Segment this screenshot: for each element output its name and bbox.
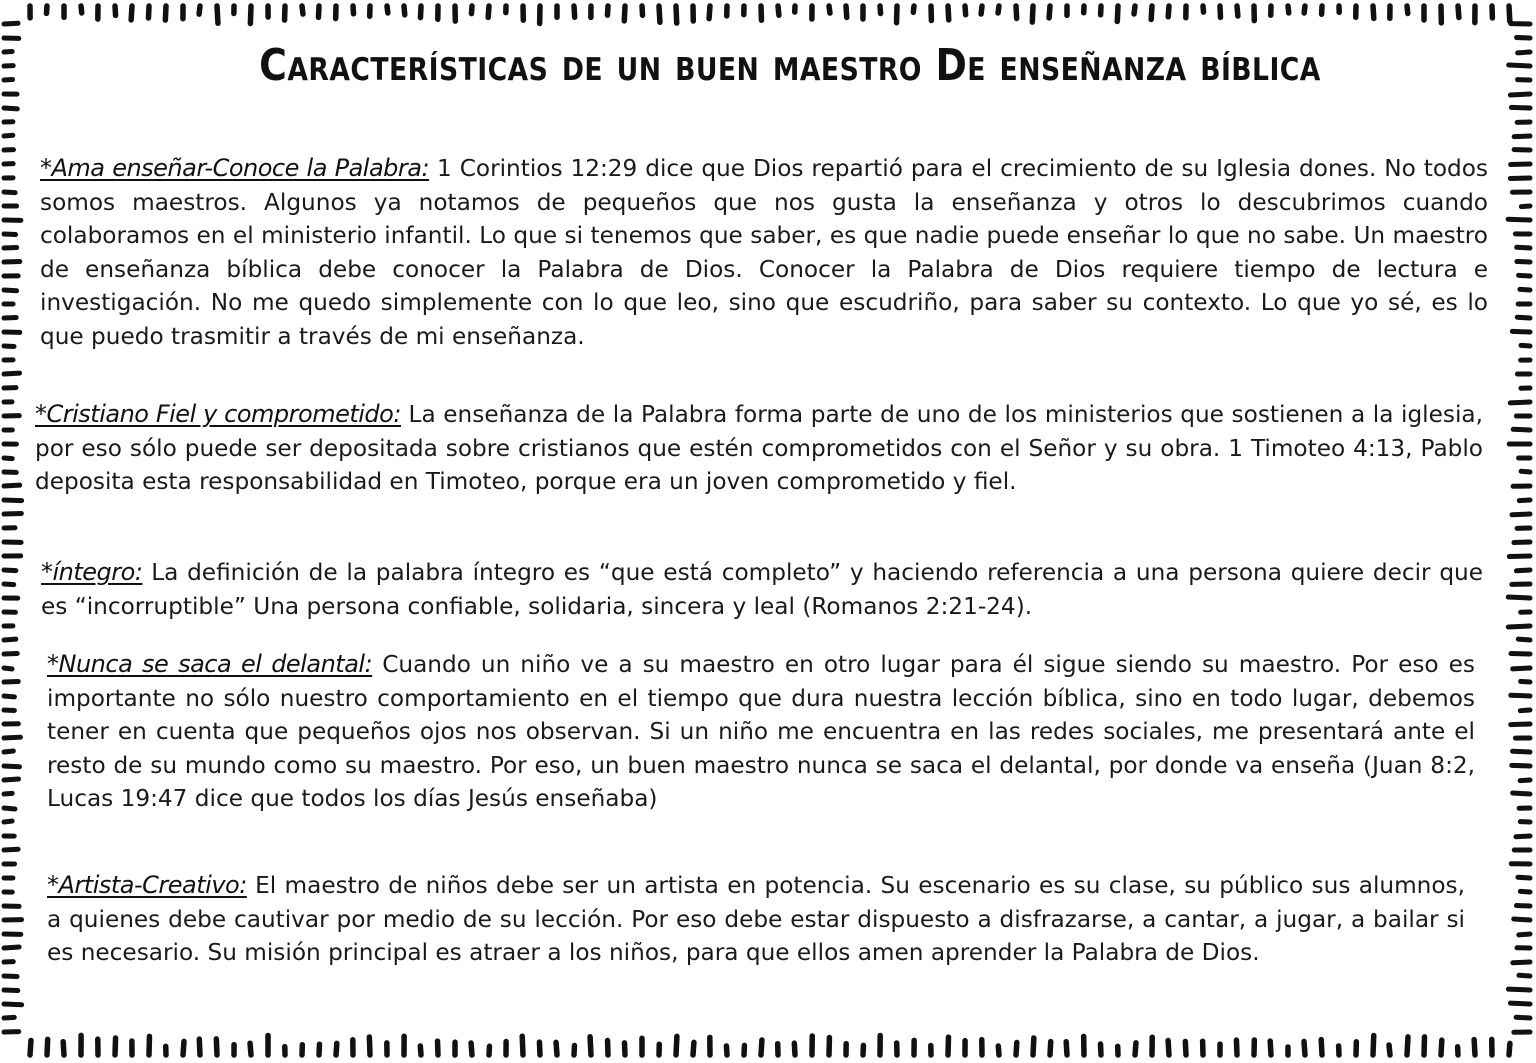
section-nunca-delantal xyxy=(47,648,1475,816)
section-heading: *Nunca se saca el delantal: xyxy=(47,650,373,678)
border-dash xyxy=(1458,6,1459,18)
border-dash xyxy=(1407,1037,1408,1055)
section-body: La enseñanza de la Palabra forma parte de uno de los ministerios que sostienen a la iglesia, por eso sólo puede ser depositada sobre cristianos que estén comprometidos con el Señor y su obra. 1 Timoteo 4:13, Pablo deposita esta responsabilidad en Timoteo, porque era un joven comprometido y fiel. xyxy=(35,401,1483,495)
border-dash xyxy=(336,1043,337,1055)
border-dash xyxy=(4,990,18,991)
border-dash xyxy=(4,458,12,459)
border-dash xyxy=(4,947,19,948)
border-dash xyxy=(880,6,881,14)
border-dash xyxy=(1517,247,1530,248)
section-paragraph xyxy=(47,648,1475,816)
border-dash xyxy=(420,1046,421,1055)
border-dash xyxy=(4,766,19,767)
border-dash xyxy=(1151,6,1152,19)
border-dash xyxy=(4,485,20,486)
section-heading: *Cristiano Fiel y comprometido: xyxy=(35,400,401,428)
border-dash xyxy=(4,135,13,136)
border-dash xyxy=(4,668,12,669)
border-dash xyxy=(1519,975,1530,976)
border-dash xyxy=(250,6,251,23)
section-ama-ensenar xyxy=(40,152,1488,353)
border-dash xyxy=(1510,1003,1530,1004)
border-dash xyxy=(1513,793,1530,794)
border-dash xyxy=(4,821,12,822)
border-dash xyxy=(1066,1042,1067,1055)
border-dash xyxy=(4,681,18,682)
border-dash xyxy=(1304,6,1305,13)
border-dash xyxy=(302,6,303,14)
border-dash xyxy=(4,976,17,977)
border-dash xyxy=(1237,6,1238,16)
border-dash xyxy=(998,1046,999,1055)
border-dash xyxy=(1511,107,1530,108)
border-dash xyxy=(1518,877,1530,878)
border-dash xyxy=(1032,6,1033,22)
border-dash xyxy=(624,1043,625,1055)
border-dash xyxy=(4,1004,22,1005)
border-dash xyxy=(387,6,388,13)
border-dash xyxy=(471,6,472,14)
border-dash xyxy=(4,653,17,654)
border-dash xyxy=(4,317,16,318)
border-dash xyxy=(199,6,200,14)
border-dash xyxy=(4,290,17,291)
border-dash xyxy=(353,6,354,14)
border-dash xyxy=(1520,780,1530,781)
border-dash xyxy=(1513,962,1530,963)
border-dash xyxy=(4,849,18,850)
border-dash xyxy=(1516,570,1530,571)
border-dash xyxy=(1508,989,1530,990)
border-dash xyxy=(1517,317,1530,318)
border-dash xyxy=(693,1042,694,1055)
border-dash xyxy=(846,6,847,17)
border-dash xyxy=(4,500,22,501)
border-dash xyxy=(1168,6,1169,17)
border-dash xyxy=(1117,6,1118,21)
section-paragraph xyxy=(41,556,1483,623)
border-dash xyxy=(1509,65,1530,66)
border-dash xyxy=(4,779,19,780)
border-dash xyxy=(1511,724,1530,725)
border-dash xyxy=(709,6,710,19)
border-dash xyxy=(913,6,914,12)
border-dash xyxy=(404,6,405,15)
border-dash xyxy=(1016,6,1017,18)
border-dash xyxy=(1050,1042,1051,1055)
border-dash xyxy=(1508,626,1530,627)
section-body: Cuando un niño ve a su maestro en otro lugar para él sigue siendo su maestro. Por eso es importante no sólo nuestro comportamiento en el tiempo que dura nuestra lección bíblica, sino en todo lugar, debemos tener en cuenta que pequeños ojos nos observan. Si un niño me encuentra en las redes sociales, me presentará ante el resto de su mundo como su maestro. Por eso, un buen maestro nunca se saca el delantal, por donde va enseña (Juan 8:2, Lucas 19:47 dice que todos los días Jesús enseñaba) xyxy=(47,651,1475,812)
border-dash xyxy=(488,6,489,17)
border-dash xyxy=(1168,1041,1169,1055)
border-dash xyxy=(574,6,575,17)
border-dash xyxy=(1407,6,1408,13)
border-dash xyxy=(1521,681,1530,682)
border-dash xyxy=(1520,710,1530,711)
border-dash xyxy=(1510,402,1530,403)
border-dash xyxy=(4,737,20,738)
border-dash xyxy=(1519,934,1530,935)
border-dash xyxy=(1518,639,1530,640)
border-dash xyxy=(1513,751,1530,752)
border-dash xyxy=(4,808,15,809)
border-dash xyxy=(1424,1037,1425,1055)
border-dash xyxy=(998,6,999,13)
border-dash xyxy=(1512,765,1530,766)
border-dash xyxy=(4,696,14,697)
section-paragraph xyxy=(40,152,1488,353)
border-dash xyxy=(1373,6,1374,18)
page-title: Características de un buen maestro De enseñanza bíblica xyxy=(259,40,1321,91)
border-dash xyxy=(1514,136,1530,137)
border-dash xyxy=(1516,836,1530,837)
border-dash xyxy=(30,1040,31,1055)
border-dash xyxy=(115,1038,116,1055)
border-dash xyxy=(4,108,17,109)
border-dash xyxy=(676,1036,677,1055)
border-dash xyxy=(676,6,677,23)
border-dash xyxy=(217,6,218,23)
border-dash xyxy=(199,1039,200,1055)
border-dash xyxy=(165,6,166,20)
border-dash xyxy=(81,6,82,13)
border-dash xyxy=(607,6,608,15)
border-dash xyxy=(1049,6,1050,18)
border-dash xyxy=(522,1036,523,1055)
section-artista-creativo xyxy=(47,869,1465,970)
border-dash xyxy=(1512,331,1530,332)
border-dash xyxy=(539,1042,540,1055)
border-dash xyxy=(4,751,13,752)
border-dash xyxy=(1509,6,1510,21)
border-dash xyxy=(1510,94,1530,95)
border-dash xyxy=(4,639,16,640)
section-heading: *Artista-Creativo: xyxy=(47,871,247,899)
section-integro xyxy=(41,556,1483,623)
border-dash xyxy=(1517,37,1530,38)
border-dash xyxy=(829,6,830,13)
border-dash xyxy=(115,6,116,15)
border-dash xyxy=(4,570,16,571)
border-dash xyxy=(148,6,149,18)
border-dash xyxy=(4,513,21,514)
border-dash xyxy=(1236,1040,1237,1055)
section-paragraph xyxy=(47,869,1465,970)
border-dash xyxy=(1373,1035,1374,1055)
border-dash xyxy=(659,6,660,22)
border-dash xyxy=(624,6,625,21)
border-dash xyxy=(556,1042,557,1055)
border-dash xyxy=(4,23,18,24)
border-dash xyxy=(131,6,132,20)
border-dash xyxy=(1100,1044,1101,1055)
border-dash xyxy=(590,1037,591,1055)
border-dash xyxy=(642,6,643,15)
border-dash xyxy=(1203,6,1204,12)
border-dash xyxy=(1509,1043,1510,1055)
section-body: La definición de la palabra íntegro es “que está completo” y haciendo referencia a una persona quiere decir que es “incorruptible” Una persona confiable, solidaria, sincera y leal (Romanos 2:21-24). xyxy=(41,559,1484,620)
border-dash xyxy=(4,1017,14,1018)
section-body: 1 Corintios 12:29 dice que Dios repartió para el crecimiento de su Iglesia dones. No todos somos maestros. Algunos ya notamos de pequeños que nos gusta la enseñanza y otros lo descubrimos cuando colaboramos en el ministerio infantil. Lo que si tenemos que saber, es que nadie puede enseñar lo que no sabe. Un maestro de enseñanza bíblica debe conocer la Palabra de Dios. Conocer la Palabra de Dios requiere tiempo de lectura e investigación. No me quedo simplemente con lo que leo, sino que escudriño, para saber su contexto. Lo que yo sé, es lo que puedo trasmitir a través de mi enseñanza. xyxy=(40,155,1489,350)
border-dash xyxy=(1511,164,1530,165)
border-dash xyxy=(1513,429,1530,430)
border-dash xyxy=(1521,206,1530,207)
border-dash xyxy=(948,6,949,20)
border-dash xyxy=(1516,1017,1530,1018)
border-dash xyxy=(1520,289,1530,290)
border-dash xyxy=(1521,345,1530,346)
border-dash xyxy=(981,6,982,14)
border-dash xyxy=(250,1043,251,1055)
border-dash xyxy=(1033,1038,1034,1055)
border-dash xyxy=(63,1042,64,1055)
border-dash xyxy=(369,1037,370,1055)
border-dash xyxy=(4,793,12,794)
border-dash xyxy=(4,51,12,52)
border-dash xyxy=(420,6,421,18)
border-dash xyxy=(1389,1045,1390,1055)
border-dash xyxy=(761,1040,762,1055)
border-dash xyxy=(1514,919,1530,920)
border-dash xyxy=(1321,1040,1322,1055)
border-dash xyxy=(318,6,319,17)
border-dash xyxy=(1512,514,1530,515)
border-dash xyxy=(471,1043,472,1055)
border-dash xyxy=(216,1039,217,1055)
border-dash xyxy=(1508,219,1530,220)
border-dash xyxy=(1513,668,1530,669)
border-dash xyxy=(4,373,20,374)
border-dash xyxy=(1474,1040,1475,1055)
border-dash xyxy=(1185,1041,1186,1055)
border-dash xyxy=(1016,1042,1017,1055)
border-dash xyxy=(1441,1040,1442,1055)
border-dash xyxy=(1288,6,1289,13)
border-dash xyxy=(1520,891,1530,892)
border-dash xyxy=(1508,597,1530,598)
border-dash xyxy=(183,1041,184,1055)
border-dash xyxy=(794,1043,795,1055)
border-dash xyxy=(1514,542,1530,543)
border-dash xyxy=(1270,1041,1271,1055)
border-dash xyxy=(4,584,14,585)
border-dash xyxy=(46,6,47,13)
border-dash xyxy=(726,1046,727,1055)
border-dash xyxy=(1134,6,1135,14)
border-dash xyxy=(4,192,15,193)
section-cristiano-fiel xyxy=(35,398,1483,499)
border-dash xyxy=(47,1039,48,1055)
border-dash xyxy=(1135,1043,1136,1055)
section-heading: *Ama enseñar-Conoce la Palabra: xyxy=(40,154,430,182)
border-dash xyxy=(1511,695,1530,696)
border-dash xyxy=(1521,471,1530,472)
border-dash xyxy=(1518,52,1530,53)
border-dash xyxy=(778,6,779,15)
border-dash xyxy=(1519,275,1530,276)
section-heading: *íntegro: xyxy=(41,558,143,586)
border-dash xyxy=(1304,1041,1305,1055)
border-dash xyxy=(1519,500,1530,501)
border-dash xyxy=(965,6,966,15)
section-paragraph xyxy=(35,398,1483,499)
section-body: El maestro de niños debe ser un artista en potencia. Su escenario es su clase, su público sus alumnos, a quienes debe cautivar por medio de su lección. Por eso debe estar dispuesto a disfrazarse, a cantar, a jugar, a bailar si es necesario. Su misión principal es atraer a los niños, para que ellos amen aprender la Palabra de Dios. xyxy=(47,872,1465,966)
